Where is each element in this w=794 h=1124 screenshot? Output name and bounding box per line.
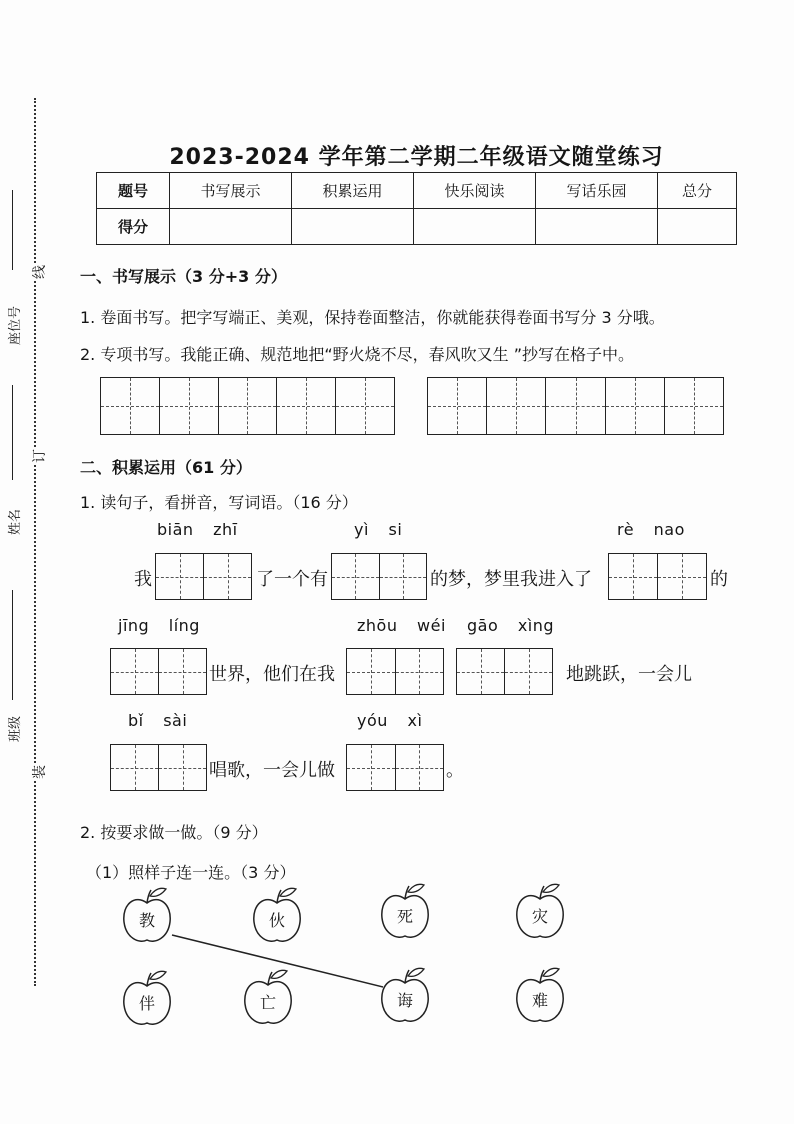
grid-cell <box>428 378 487 434</box>
answer-box <box>110 648 207 695</box>
answer-box <box>110 744 207 791</box>
grid-cell <box>546 378 605 434</box>
pinyin-label: bǐ sài <box>128 711 188 730</box>
section1-heading: 一、书写展示（3 分+3 分） <box>80 267 287 286</box>
grid-cell <box>336 378 394 434</box>
answer-box <box>456 648 553 695</box>
sentence-segment: 了一个有 <box>256 569 328 590</box>
section2-question2-sub1: （1）照样子连一连。（3 分） <box>86 863 296 882</box>
apple-character: 难 <box>531 991 549 1010</box>
pinyin-label: yì si <box>354 520 403 539</box>
section1-question1: 1. 卷面书写。把字写端正、美观，保持卷面整洁，你就能获得卷面书写分 3 分哦。 <box>80 308 665 327</box>
grid-cell <box>277 378 336 434</box>
name-underline <box>12 385 13 480</box>
score-cell <box>170 209 292 245</box>
apple-bottom-row <box>124 971 170 1024</box>
class-label: 班级 <box>8 715 23 742</box>
apple-leaf <box>150 888 166 896</box>
copy-grid-right <box>427 377 724 435</box>
copy-grid-left <box>100 377 395 435</box>
class-underline <box>12 590 13 700</box>
binding-mark-line: 线 <box>29 263 49 281</box>
sentence-segment: 的梦，梦里我进入了 <box>430 569 592 590</box>
apple-leaf <box>408 968 424 976</box>
apple-character: 伴 <box>138 994 156 1013</box>
apple-matching-area <box>0 880 794 1040</box>
pinyin-label: rè nao <box>617 520 685 539</box>
section1-question2: 2. 专项书写。我能正确、规范地把“野火烧不尽，春风吹又生 ”抄写在格子中。 <box>80 345 635 364</box>
score-header-writing: 书写展示 <box>170 173 292 209</box>
sentence-segment: 唱歌，一会儿做 <box>209 760 335 781</box>
score-row-label: 得分 <box>97 209 170 245</box>
name-label: 姓名 <box>8 508 23 535</box>
apple-character: 教 <box>138 911 156 930</box>
apple-top-row <box>254 888 300 941</box>
pinyin-label: biān zhī <box>157 520 238 539</box>
score-table <box>96 172 737 245</box>
apple-leaf <box>543 884 559 892</box>
apple-leaf <box>543 968 559 976</box>
score-cell <box>658 209 737 245</box>
apple-top-row <box>382 884 428 937</box>
binding-mark-staple: 订 <box>29 447 49 465</box>
binding-mark-bind: 装 <box>29 763 49 781</box>
answer-box <box>155 553 252 600</box>
score-table-header-row <box>97 173 737 209</box>
score-cell <box>536 209 658 245</box>
seat-number-underline <box>12 190 13 270</box>
score-cell <box>414 209 536 245</box>
section2-question2-prompt: 2. 按要求做一做。（9 分） <box>80 823 268 842</box>
sentence-segment: 地跳跃，一会儿 <box>566 664 692 685</box>
score-header-accumulation: 积累运用 <box>292 173 414 209</box>
score-header-total: 总分 <box>658 173 737 209</box>
apple-leaf <box>150 971 166 979</box>
binding-dotted-line <box>34 98 36 986</box>
apple-character: 伙 <box>268 911 286 930</box>
grid-cell <box>665 378 723 434</box>
apple-leaf <box>271 970 287 978</box>
grid-cell <box>606 378 665 434</box>
apple-top-row <box>517 884 563 937</box>
section2-question1-prompt: 1. 读句子，看拼音，写词语。（16 分） <box>80 493 358 512</box>
score-cell <box>292 209 414 245</box>
pinyin-label: gāo xìng <box>467 616 555 635</box>
answer-box <box>346 744 444 791</box>
apple-bottom-row <box>382 968 428 1021</box>
section2-heading: 二、积累运用（61 分） <box>80 458 252 477</box>
apple-bottom-row <box>517 968 563 1021</box>
seat-number-label: 座位号 <box>8 305 23 345</box>
grid-cell <box>219 378 278 434</box>
pinyin-label: zhōu wéi <box>357 616 446 635</box>
sentence-segment: 世界，他们在我 <box>209 664 335 685</box>
grid-cell <box>160 378 219 434</box>
apple-top-row <box>124 888 170 941</box>
grid-cell <box>487 378 546 434</box>
score-header-question: 题号 <box>97 173 170 209</box>
sentence-segment: 。 <box>446 760 464 781</box>
grid-cell <box>101 378 160 434</box>
answer-box <box>608 553 707 600</box>
sentence-segment: 的 <box>710 569 728 590</box>
score-header-reading: 快乐阅读 <box>414 173 536 209</box>
apple-bottom-row <box>245 970 291 1023</box>
apple-leaf <box>408 884 424 892</box>
score-table-score-row <box>97 209 737 245</box>
score-header-composition: 写话乐园 <box>536 173 658 209</box>
page-title: 2023-2024 学年第二学期二年级语文随堂练习 <box>169 145 664 170</box>
apple-leaf <box>280 888 296 896</box>
pinyin-label: jīng líng <box>118 616 200 635</box>
apple-character: 亡 <box>259 993 277 1012</box>
apple-character: 诲 <box>396 991 414 1010</box>
pinyin-label: yóu xì <box>357 711 423 730</box>
apple-character: 灾 <box>531 907 549 926</box>
answer-box <box>346 648 444 695</box>
answer-box <box>331 553 427 600</box>
apple-character: 死 <box>396 907 414 926</box>
example-connecting-line <box>172 935 383 987</box>
sentence-segment: 我 <box>134 569 152 590</box>
